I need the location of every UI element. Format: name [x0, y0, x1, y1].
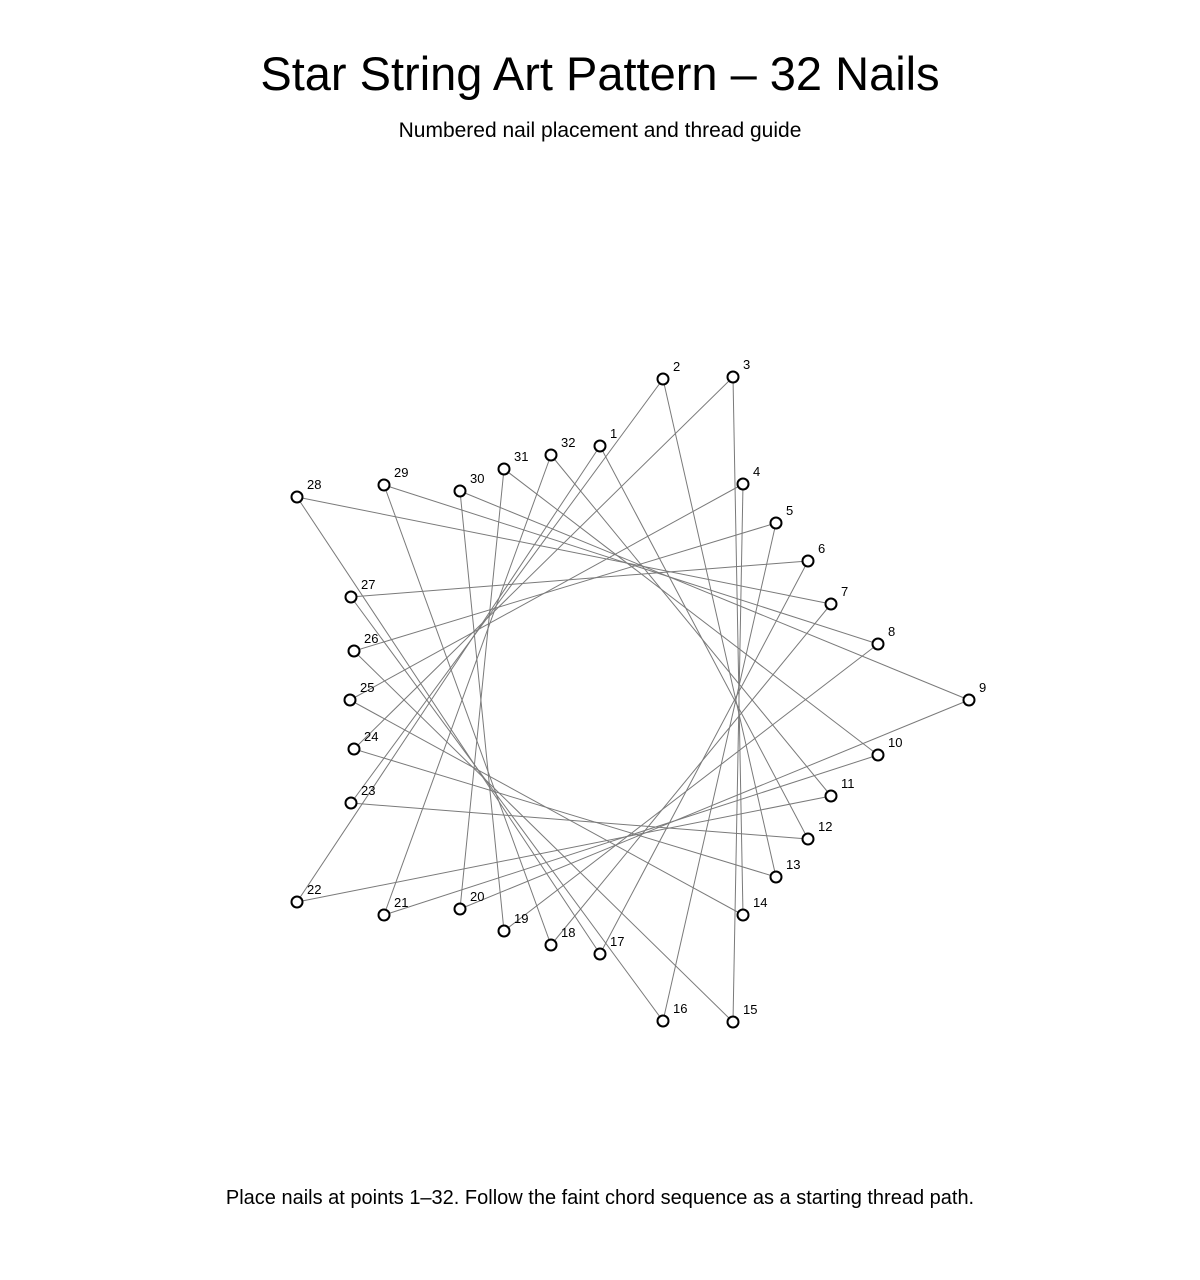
thread-chord-20-31	[460, 469, 504, 909]
nail-label-2: 2	[673, 359, 681, 374]
nail-14	[738, 910, 749, 921]
nail-label-15: 15	[743, 1002, 758, 1017]
nail-15	[728, 1017, 739, 1028]
thread-chord-17-28	[297, 497, 600, 954]
thread-chord-27-6	[351, 561, 808, 597]
nail-8	[873, 639, 884, 650]
nail-19	[499, 926, 510, 937]
thread-chord-7-18	[551, 604, 831, 945]
nail-label-22: 22	[307, 882, 322, 897]
nail-20	[455, 904, 466, 915]
nail-label-5: 5	[786, 503, 794, 518]
thread-chord-4-15	[733, 484, 743, 1022]
nail-label-25: 25	[360, 680, 375, 695]
nail-label-13: 13	[786, 857, 801, 872]
nail-31	[499, 464, 510, 475]
nail-label-4: 4	[753, 464, 761, 479]
nail-label-17: 17	[610, 934, 625, 949]
thread-chord-18-29	[384, 485, 551, 945]
nail-label-32: 32	[561, 435, 576, 450]
thread-chord-15-26	[354, 651, 733, 1022]
thread-chord-24-3	[354, 377, 733, 749]
thread-chord-21-32	[384, 455, 551, 915]
nail-label-18: 18	[561, 925, 576, 940]
nail-labels-layer	[307, 357, 986, 1017]
thread-chord-3-14	[733, 377, 743, 915]
nail-label-8: 8	[888, 624, 896, 639]
thread-chord-31-10	[504, 469, 878, 755]
nail-label-3: 3	[743, 357, 751, 372]
nail-12	[803, 834, 814, 845]
nail-32	[546, 450, 557, 461]
nail-label-1: 1	[610, 426, 618, 441]
nail-label-10: 10	[888, 735, 903, 750]
nail-label-14: 14	[753, 895, 768, 910]
nail-5	[771, 518, 782, 529]
nail-16	[658, 1016, 669, 1027]
thread-chord-12-23	[351, 803, 808, 839]
nail-28	[292, 492, 303, 503]
nail-label-16: 16	[673, 1001, 688, 1016]
nail-25	[345, 695, 356, 706]
page-title: Star String Art Pattern – 32 Nails	[260, 47, 940, 100]
page-subtitle: Numbered nail placement and thread guide	[398, 119, 802, 142]
nail-18	[546, 940, 557, 951]
nail-10	[873, 750, 884, 761]
nail-17	[595, 949, 606, 960]
nail-24	[349, 744, 360, 755]
nail-label-30: 30	[470, 471, 485, 486]
nail-label-11: 11	[841, 776, 855, 791]
nail-1	[595, 441, 606, 452]
nail-label-24: 24	[364, 729, 379, 744]
nail-label-28: 28	[307, 477, 322, 492]
nail-11	[826, 791, 837, 802]
nail-label-29: 29	[394, 465, 409, 480]
nail-2	[658, 374, 669, 385]
nail-label-26: 26	[364, 631, 379, 646]
nail-30	[455, 486, 466, 497]
nail-22	[292, 897, 303, 908]
nail-label-6: 6	[818, 541, 826, 556]
nail-label-23: 23	[361, 783, 376, 798]
thread-chord-16-27	[351, 597, 663, 1021]
nail-13	[771, 872, 782, 883]
nail-label-27: 27	[361, 577, 376, 592]
nail-label-12: 12	[818, 819, 833, 834]
nail-21	[379, 910, 390, 921]
nail-7	[826, 599, 837, 610]
nail-label-7: 7	[841, 584, 849, 599]
nail-label-21: 21	[394, 895, 409, 910]
thread-chord-23-2	[351, 379, 663, 803]
thread-chord-22-1	[297, 446, 600, 902]
nail-9	[964, 695, 975, 706]
instructions-text: Place nails at points 1–32. Follow the faint chord sequence as a starting thread path.	[225, 1187, 975, 1209]
nail-label-31: 31	[514, 449, 529, 464]
nail-label-9: 9	[979, 680, 987, 695]
nail-27	[346, 592, 357, 603]
nail-3	[728, 372, 739, 383]
thread-chord-6-17	[600, 561, 808, 954]
nail-label-20: 20	[470, 889, 485, 904]
thread-chord-8-19	[504, 644, 878, 931]
nail-label-19: 19	[514, 911, 529, 926]
nail-29	[379, 480, 390, 491]
nail-6	[803, 556, 814, 567]
nail-23	[346, 798, 357, 809]
nail-26	[349, 646, 360, 657]
nail-4	[738, 479, 749, 490]
